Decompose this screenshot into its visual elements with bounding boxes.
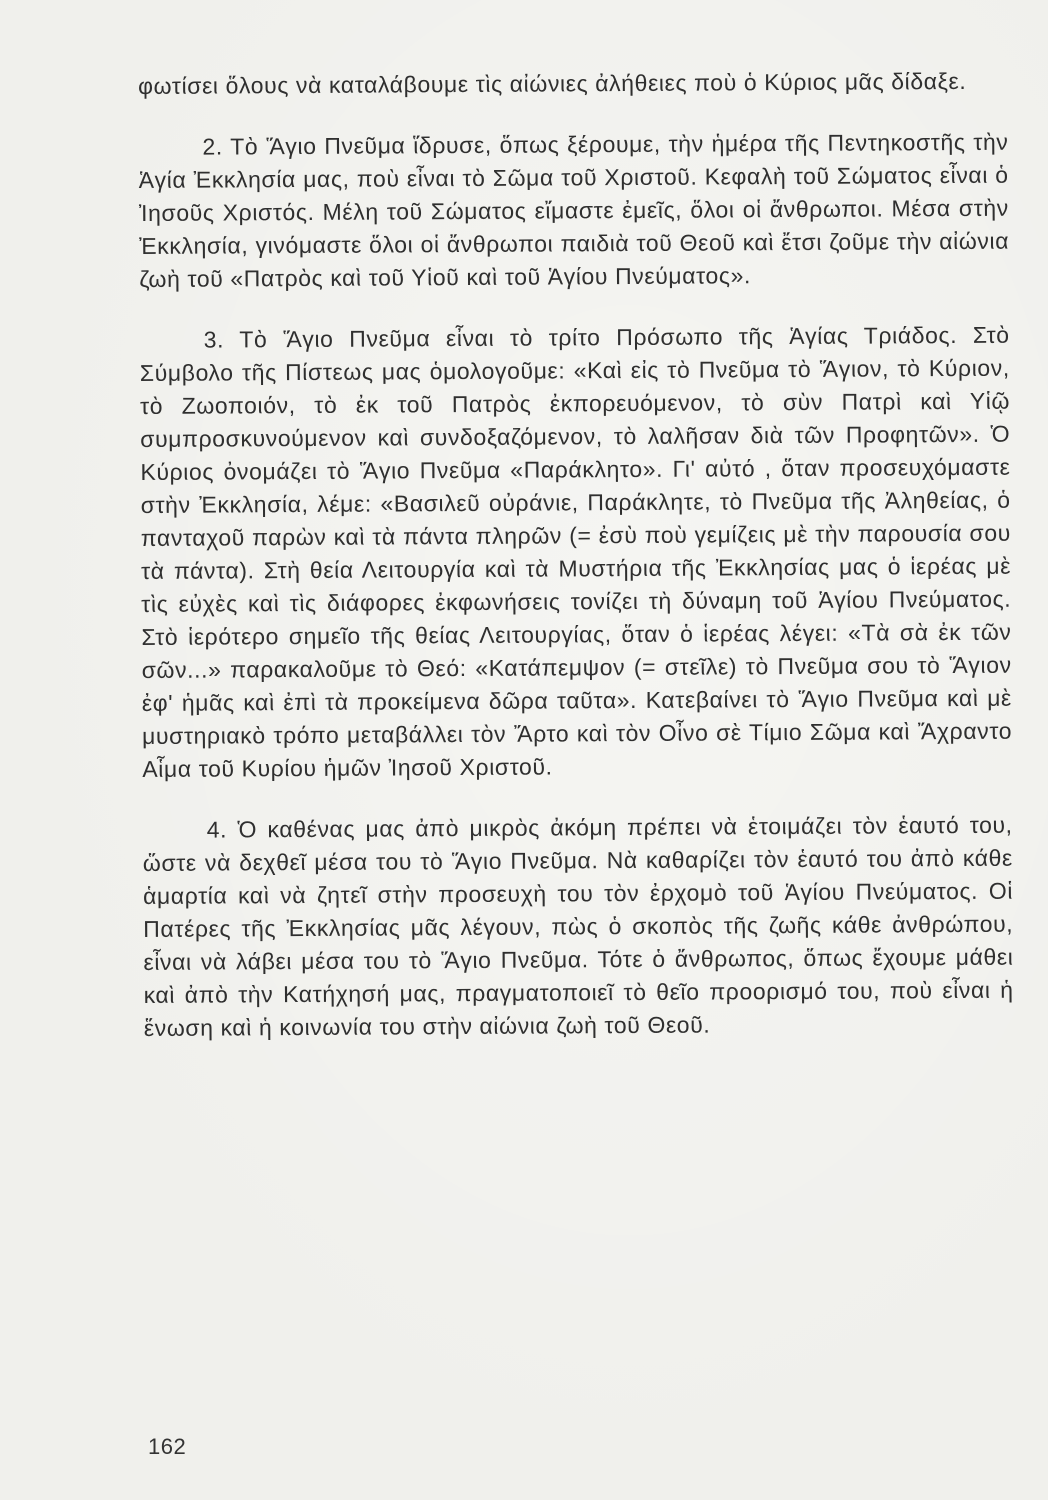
page-number: 162: [148, 1434, 187, 1459]
paragraph-2: 2. Τὸ Ἅγιο Πνεῦμα ἵδρυσε, ὅπως ξέρουμε, τὴν ἡμέρα τῆς Πεντηκοστῆς τὴν Ἁγία Ἐκκλησία μας, ποὺ εἶναι τὸ Σῶμα τοῦ Χριστοῦ. Κεφαλὴ τοῦ Σώματος εἶναι ὁ Ἰησοῦς Χριστός. Μέλη τοῦ Σώματος εἴμαστε ἐμεῖς, ὅλοι οἱ ἄνθρωποι. Μέσα στὴν Ἐκκλησία, γινόμαστε ὅλοι οἱ ἄνθρωποι παιδιὰ τοῦ Θεοῦ καὶ ἔτσι ζοῦμε τὴν αἰώνια ζωὴ τοῦ «Πατρὸς καὶ τοῦ Υἱοῦ καὶ τοῦ Ἁγίου Πνεύματος».: [138, 128, 1010, 292]
body-text: [138, 65, 1014, 1045]
paragraph-4: 4. Ὁ καθένας μας ἀπὸ μικρὸς ἀκόμη πρέπει νὰ ἑτοιμάζει τὸν ἑαυτό του, ὥστε νὰ δεχθεῖ μέσα του τὸ Ἅγιο Πνεῦμα. Νὰ καθαρίζει τὸν ἑαυτό του ἀπὸ κάθε ἁμαρτία καὶ νὰ ζητεῖ στὴν προσευχὴ του τὸν ἐρχομὸ τοῦ Ἁγίου Πνεύματος. Οἱ Πατέρες τῆς Ἐκκλησίας μᾶς λέγουν, πὼς ὁ σκοπὸς τῆς ζωῆς κάθε ἀνθρώπου, εἶναι νὰ λάβει μέσα του τὸ Ἅγιο Πνεῦμα. Τότε ὁ ἄνθρωπος, ὅπως ἔχουμε μάθει καὶ ἀπὸ τὴν Κατήχησή μας, πραγματοποιεῖ τὸ θεῖο προορισμό του, ποὺ εἶναι ἡ ἕνωση καὶ ἡ κοινωνία του στὴν αἰώνια ζωὴ τοῦ Θεοῦ.: [142, 811, 1014, 1041]
paragraph-continued: φωτίσει ὅλους νὰ καταλάβουμε τὶς αἰώνιες ἀλήθειες ποὺ ὁ Κύριος μᾶς δίδαξε.: [138, 67, 967, 99]
paragraph-3: 3. Τὸ Ἅγιο Πνεῦμα εἶναι τὸ τρίτο Πρόσωπο τῆς Ἁγίας Τριάδος. Στὸ Σύμβολο τῆς Πίστεως μας ὁμολογοῦμε: «Καὶ εἰς τὸ Πνεῦμα τὸ Ἅγιον, τὸ Κύριον, τὸ Ζωοποιόν, τὸ ἐκ τοῦ Πατρὸς ἐκπορευόμενον, τὸ σὺν Πατρὶ καὶ Υἱῷ συμπροσκυνούμενον καὶ συνδοξαζόμενον, τὸ λαλῆσαν διὰ τῶν Προφητῶν». Ὁ Κύριος ὀνομάζει τὸ Ἅγιο Πνεῦμα «Παράκλητο». Γι' αὐτό , ὅταν προσευχόμαστε στὴν Ἐκκλησία, λέμε: «Βασιλεῦ οὐράνιε, Παράκλητε, τὸ Πνεῦμα τῆς Ἀληθείας, ὁ πανταχοῦ παρὼν καὶ τὰ πάντα πληρῶν (= ἐσὺ ποὺ γεμίζεις μὲ τὴν παρουσία σου τὰ πάντα). Στὴ θεία Λειτουργία καὶ τὰ Μυστήρια τῆς Ἐκκλησίας μας ὁ ἱερέας μὲ τὶς εὐχὲς καὶ τὶς διάφορες ἐκφωνήσεις τονίζει τὴ δύναμη τοῦ Ἁγίου Πνεύματος. Στὸ ἱερότερο σημεῖο τῆς θείας Λειτουργίας, ὅταν ὁ ἱερέας λέγει: «Τὰ σὰ ἐκ τῶν σῶν...» παρακαλοῦμε τὸ Θεό: «Κατάπεμψον (= στεῖλε) τὸ Πνεῦμα σου τὸ Ἅγιον ἐφ' ἡμᾶς καὶ ἐπὶ τὰ προκείμενα δῶρα ταῦτα». Κατεβαίνει τὸ Ἅγιο Πνεῦμα καὶ μὲ μυστηριακὸ τρόπο μεταβάλλει τὸν Ἄρτο καὶ τὸν Οἶνο σὲ Τίμιο Σῶμα καὶ Ἄχραντο Αἷμα τοῦ Κυρίου ἡμῶν Ἰησοῦ Χριστοῦ.: [139, 321, 1013, 782]
